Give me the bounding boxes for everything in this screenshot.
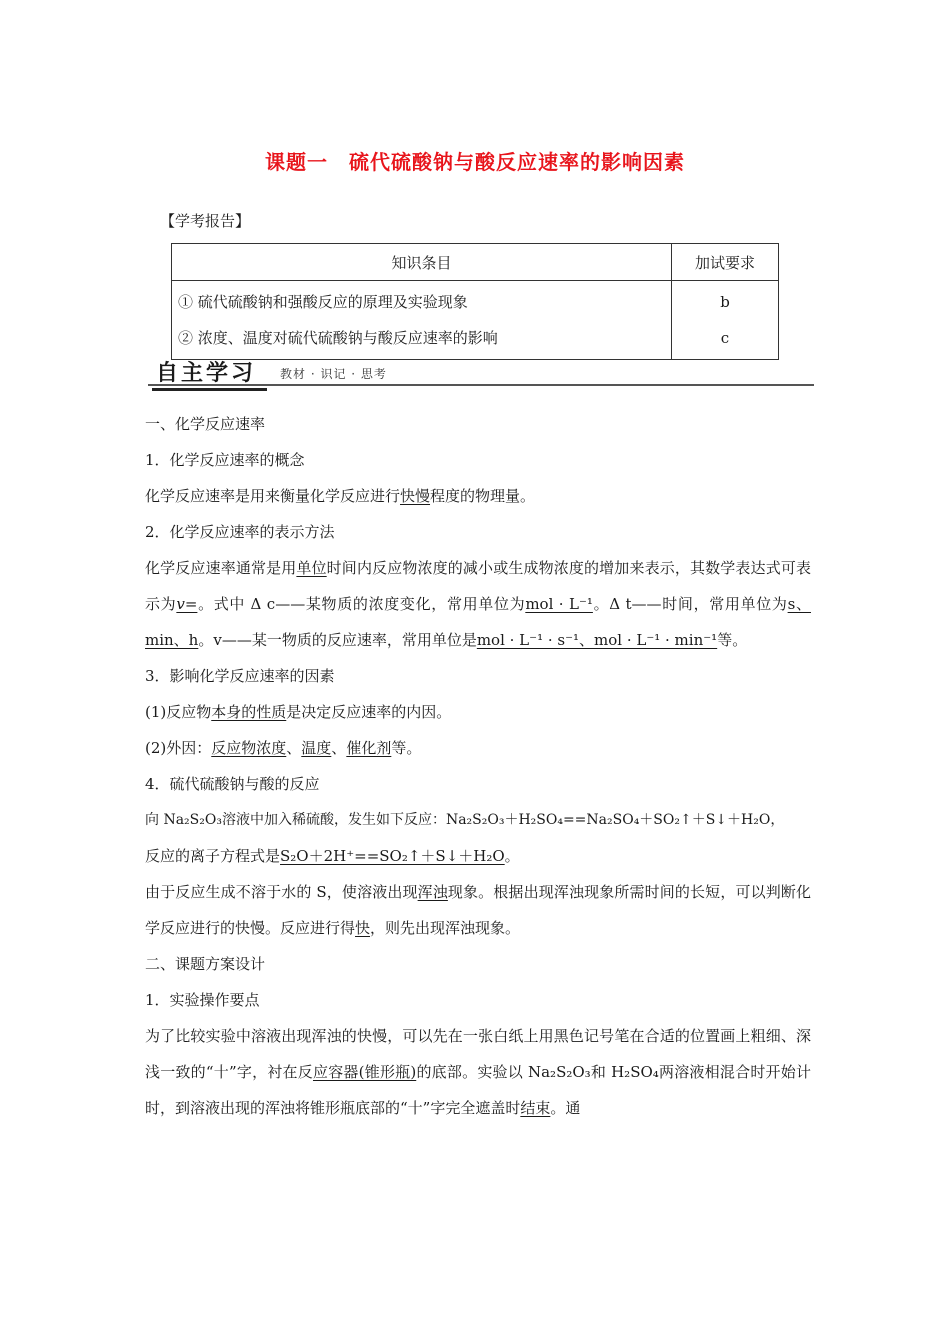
section-title: 自主学习 [156, 356, 256, 387]
answer-blank: mol · L⁻¹ [525, 595, 593, 613]
answer-blank: 催化剂 [346, 739, 392, 757]
section-subtitle: 教材 · 识记 · 思考 [280, 367, 387, 381]
section-header [148, 354, 814, 386]
text: 化学反应速率通常是用 [145, 559, 297, 577]
heading-1: 一、化学反应速率 [145, 415, 266, 433]
paragraph-2 [145, 550, 811, 658]
subheading-1: 1．化学反应速率的概念 [145, 451, 305, 469]
answer-blank: 结束 [520, 1099, 551, 1117]
text: 。v——某一物质的反应速率，常用单位是 [198, 631, 477, 649]
text: 化学反应速率是用来衡量化学反应进行 [145, 487, 401, 505]
ionic-equation-line [145, 838, 811, 874]
answer-blank: 快 [355, 919, 371, 937]
text: (2)外因： [145, 739, 212, 757]
text: 时间内反应物浓度的减小或生成物浓度的增加来表示，其数学表达式可表示为 [145, 559, 811, 613]
paragraph-4 [145, 874, 811, 946]
answer-blank: 应容器(锥形瓶) [312, 1063, 417, 1081]
answer-blank: 温度 [301, 739, 332, 757]
header-items: 知识条目 [172, 244, 672, 281]
text: 等。 [717, 631, 748, 649]
table-header-row [172, 244, 779, 281]
answer-blank: 本身的性质 [211, 703, 287, 721]
text: 为了比较实验中溶液出现浑浊的快慢，可以先在一张白纸上用黑色记号笔在合适的位置画上粗细、深浅一致的“十”字，衬在反 [145, 1027, 811, 1081]
answer-blank: s、min、h [145, 595, 811, 649]
text: 、 [331, 739, 347, 757]
level-2: c [720, 329, 730, 347]
items-cell [172, 281, 672, 360]
text: 。通 [550, 1099, 581, 1117]
answer-blank: v= [176, 595, 198, 613]
item-1: ① 硫代硫酸钠和强酸反应的原理及实验现象 [178, 293, 468, 311]
text: 。式中 Δ c——某物质的浓度变化，常用单位为 [197, 595, 526, 613]
heading-2: 二、课题方案设计 [145, 955, 266, 973]
answer-blank: 浑浊 [417, 883, 448, 901]
answer-blank: 反应物浓度 [211, 739, 287, 757]
paragraph-1 [145, 478, 811, 514]
text: 等。 [391, 739, 422, 757]
answer-blank: 单位 [296, 559, 327, 577]
subheading-t1: 1．实验操作要点 [145, 991, 260, 1009]
answer-blank: mol · L⁻¹ · s⁻¹、mol · L⁻¹ · min⁻¹ [476, 631, 718, 649]
text: 。Δ t——时间，常用单位为 [592, 595, 788, 613]
paragraph-3-2 [145, 730, 811, 766]
answer-blank: 快慢 [400, 487, 431, 505]
text: ，则先出现浑浊现象。 [370, 919, 521, 937]
subheading-3: 3．影响化学反应速率的因素 [145, 667, 335, 685]
header-level: 加试要求 [672, 244, 779, 281]
equation-line: 向 Na₂S₂O₃溶液中加入稀硫酸，发生如下反应：Na₂S₂O₃＋H₂SO₄==Na₂SO₄＋SO₂↑＋S↓＋H₂O， [145, 812, 785, 828]
paragraph-t1 [145, 1018, 811, 1126]
text: 是决定反应速率的内因。 [286, 703, 452, 721]
subheading-2: 2．化学反应速率的表示方法 [145, 523, 335, 541]
paragraph-3-1 [145, 694, 811, 730]
body-content [145, 406, 811, 1126]
answer-blank: S₂O＋2H⁺==SO₂↑＋S↓＋H₂O [280, 847, 505, 865]
item-2: ② 浓度、温度对硫代硫酸钠与酸反应速率的影响 [178, 329, 498, 347]
level-1: b [720, 293, 730, 311]
page-title: 课题一 硫代硫酸钠与酸反应速率的影响因素 [265, 150, 685, 174]
text: 由于反应生成不溶于水的 S，使溶液出现 [145, 883, 418, 901]
levels-cell [672, 281, 779, 360]
text: 反应的离子方程式是 [145, 847, 281, 865]
report-label: 【学考报告】 [160, 212, 251, 230]
text: 现象。根据出现浑浊现象所需时间的长短，可以判断化学反应进行的快慢。反应进行得 [145, 883, 811, 937]
text: 、 [286, 739, 302, 757]
text: 。 [504, 847, 520, 865]
requirements-table [171, 243, 779, 360]
text: (1)反应物 [145, 703, 212, 721]
subheading-4: 4．硫代硫酸钠与酸的反应 [145, 775, 320, 793]
text: 程度的物理量。 [430, 487, 536, 505]
table-row [172, 281, 779, 360]
text: 的底部。实验以 Na₂S₂O₃和 H₂SO₄两溶液相混合时开始计时，到溶液出现的浑浊将锥形瓶底部的“十”字完全遮盖时 [145, 1063, 811, 1117]
